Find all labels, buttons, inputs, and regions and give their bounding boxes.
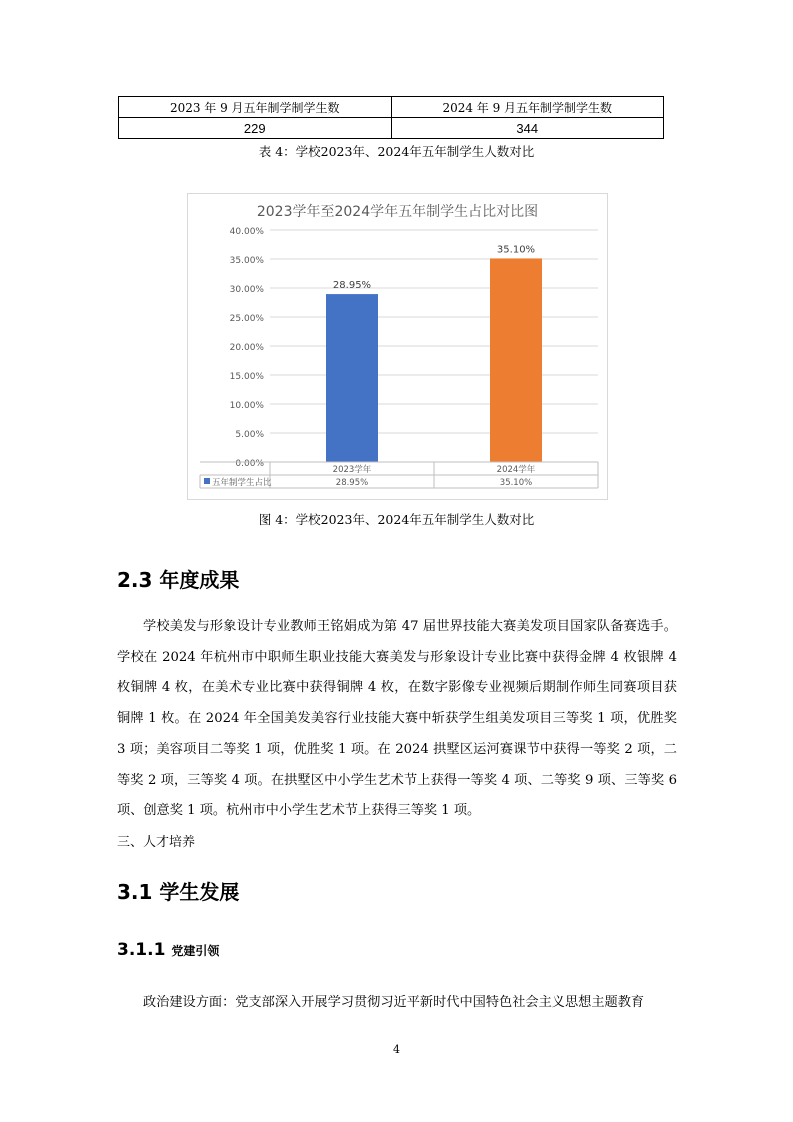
y-tick-label: 30.00% xyxy=(229,285,264,295)
data-label: 28.95% xyxy=(332,280,372,292)
bar xyxy=(326,294,378,462)
legend-label: 五年制学生占比 xyxy=(212,478,272,488)
table-cell: 344 xyxy=(391,118,664,139)
section-2-3-paragraph xyxy=(117,612,677,827)
category-label: 2023学年 xyxy=(332,465,372,475)
paragraph-text: 学校美发与形象设计专业教师王铭娟成为第 47 届世界技能大赛美发项目国家队备赛选手。学校在 2024 年杭州市中职师生职业技能大赛美发与形象设计专业比赛中获得金牌 4 枚银牌 4 枚铜牌 4 枚，在美术专业比赛中获得铜牌 4 枚，在数字影像专业视频后期制作师生同赛项目获铜牌 1 枚。在 2024 年全国美发美容行业技能大赛中斩获学生组美发项目三等奖 1 项，优胜奖 3 项；美容项目二等奖 1 项，优胜奖 1 项。在 2024 拱墅区运河赛课节中获得一等奖 2 项，二等奖 2 项，三等奖 4 项。在拱墅区中小学生艺术节上获得一等奖 4 项、二等奖 9 项、三等奖 6 项、创意奖 1 项。杭州市中小学生艺术节上获得三等奖 1 项。 xyxy=(117,619,677,819)
bar-chart-svg xyxy=(188,194,607,499)
y-tick-label: 15.00% xyxy=(229,372,264,382)
section-heading-3: 三、人才培养 xyxy=(117,835,196,850)
section-heading-2-3: 2.3 年度成果 xyxy=(117,568,240,592)
table-cell: 229 xyxy=(119,118,392,139)
figure-caption: 图 4：学校2023年、2024年五年制学生人数对比 xyxy=(258,512,535,527)
section-3-1-1-paragraph xyxy=(117,988,677,1019)
y-tick-label: 5.00% xyxy=(235,430,264,440)
table-caption: 表 4：学校2023年、2024年五年制学生人数对比 xyxy=(258,144,535,159)
table-header-row xyxy=(119,97,664,118)
table-row xyxy=(119,118,664,139)
legend-swatch xyxy=(204,478,210,484)
section-number: 3.1.1 xyxy=(117,940,166,960)
table-value: 28.95% xyxy=(335,478,369,488)
bar-chart xyxy=(187,193,608,500)
y-tick-label: 0.00% xyxy=(235,459,264,469)
section-title: 党建引领 xyxy=(171,944,220,958)
y-tick-label: 35.00% xyxy=(229,256,264,266)
chart-title: 2023学年至2024学年五年制学生占比对比图 xyxy=(256,204,539,220)
y-tick-label: 10.00% xyxy=(229,401,264,411)
table-value: 35.10% xyxy=(499,478,533,488)
y-tick-label: 40.00% xyxy=(229,227,264,237)
data-label: 35.10% xyxy=(496,244,536,256)
table-header-cell: 2023 年 9 月五年制学制学生数 xyxy=(119,97,392,118)
category-label: 2024学年 xyxy=(496,465,536,475)
paragraph-text: 政治建设方面：党支部深入开展学习贯彻习近平新时代中国特色社会主义思想主题教育 xyxy=(143,995,645,1010)
page-number: 4 xyxy=(393,1043,400,1056)
y-tick-label: 20.00% xyxy=(229,343,264,353)
bar xyxy=(490,258,542,462)
section-heading-3-1: 3.1 学生发展 xyxy=(117,880,240,904)
section-heading-3-1-1 xyxy=(117,940,219,960)
student-count-table xyxy=(118,96,664,139)
table-header-cell: 2024 年 9 月五年制学制学生数 xyxy=(391,97,664,118)
y-tick-label: 25.00% xyxy=(229,314,264,324)
